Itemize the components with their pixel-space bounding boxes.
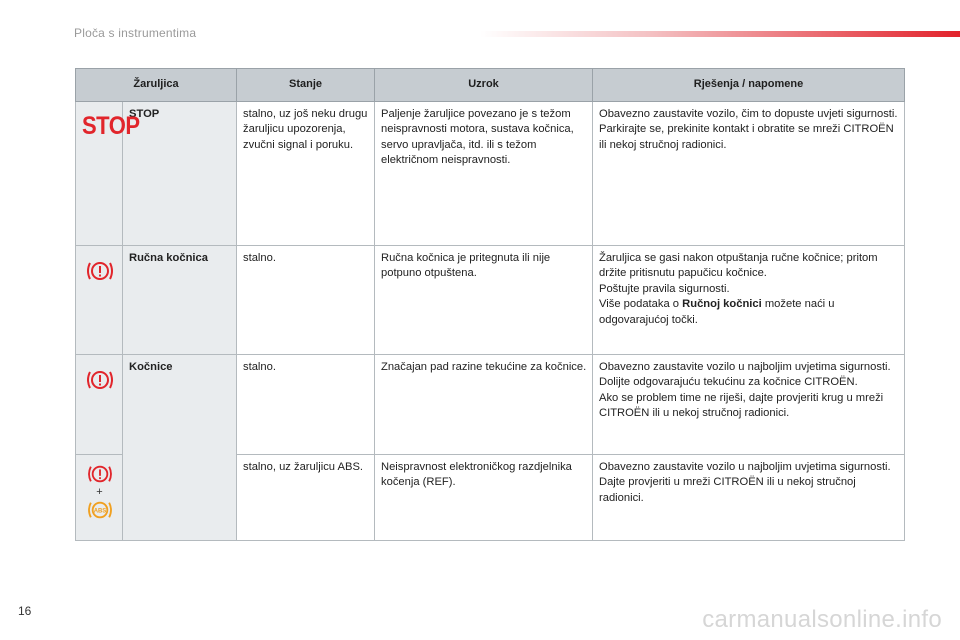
cause-text: Neispravnost elektroničkog razdjelnika kočenja (REF). xyxy=(375,455,593,541)
abs-icon xyxy=(85,499,115,521)
header-cause: Uzrok xyxy=(375,69,593,102)
table-header-row xyxy=(76,69,905,102)
brake-warning-icon xyxy=(85,463,115,485)
table-row xyxy=(76,355,905,455)
abs-icon-label: ABS xyxy=(93,508,106,515)
brake-warning-icon xyxy=(85,259,115,283)
handbrake-reference: Ručnoj kočnici xyxy=(682,298,762,311)
state-text: stalno, uz žaruljicu ABS. xyxy=(237,455,375,541)
stop-icon: STOP xyxy=(82,111,140,140)
table-row xyxy=(76,246,905,355)
cause-text: Značajan pad razine tekućine za kočnice. xyxy=(375,355,593,455)
state-text: stalno. xyxy=(237,246,375,355)
header-lamp: Žaruljica xyxy=(76,69,237,102)
watermark: carmanualsonline.info xyxy=(702,606,942,633)
cause-text: Ručna kočnica je pritegnuta ili nije potpuno otpuštena. xyxy=(375,246,593,355)
brake-abs-icon-cell xyxy=(76,455,123,541)
solution-text: Obavezno zaustavite vozilo, čim to dopuste uvjeti sigurnosti. Parkirajte se, prekinite kontakt i obratite se mreži CITROËN ili nekoj stručnoj radionici. xyxy=(593,102,905,246)
brake-warning-icon xyxy=(85,368,115,392)
table-row xyxy=(76,102,905,246)
state-text: stalno. xyxy=(237,355,375,455)
state-text: stalno, uz još neku drugu žaruljicu upozorenja, zvučni signal i poruku. xyxy=(237,102,375,246)
header-solution: Rješenja / napomene xyxy=(593,69,905,102)
solution-text: Obavezno zaustavite vozilo u najboljim uvjetima sigurnosti. Dolijte odgovarajuću tekućinu za kočnice CITROËN. Ako se problem time ne riješi, dajte provjeriti krug u mreži CITROËN ili u nekoj stručnoj radionici. xyxy=(593,355,905,455)
header-accent-bar xyxy=(480,31,960,37)
lamp-name: Ručna kočnica xyxy=(123,246,237,355)
section-title: Ploča s instrumentima xyxy=(74,26,197,40)
brake-icon-cell xyxy=(76,355,123,455)
lamp-name: Kočnice xyxy=(123,355,237,541)
solution-text-post: možete naći u odgovarajućoj točki. xyxy=(599,298,835,326)
header-state: Stanje xyxy=(237,69,375,102)
warning-lights-table xyxy=(75,68,905,541)
solution-text: Obavezno zaustavite vozilo u najboljim uvjetima sigurnosti. Dajte provjeriti u mreži CITROËN ili u nekoj stručnoj radionici. xyxy=(593,455,905,541)
plus-sign: + xyxy=(96,486,103,498)
lamp-name: STOP xyxy=(123,102,237,246)
stop-icon-cell xyxy=(76,102,140,246)
solution-text xyxy=(593,246,905,355)
solution-text-pre: Žaruljica se gasi nakon otpuštanja ručne kočnice; pritom držite pritisnutu papučicu kočnice. Poštujte pravila sigurnosti. Više podataka o xyxy=(599,252,878,311)
cause-text: Paljenje žaruljice povezano je s težom neispravnosti motora, sustava kočnica, servo upravljača, itd. ili s težom električnom neispravnosti. xyxy=(375,102,593,246)
brake-icon-cell xyxy=(76,246,123,355)
page-number: 16 xyxy=(18,604,32,618)
